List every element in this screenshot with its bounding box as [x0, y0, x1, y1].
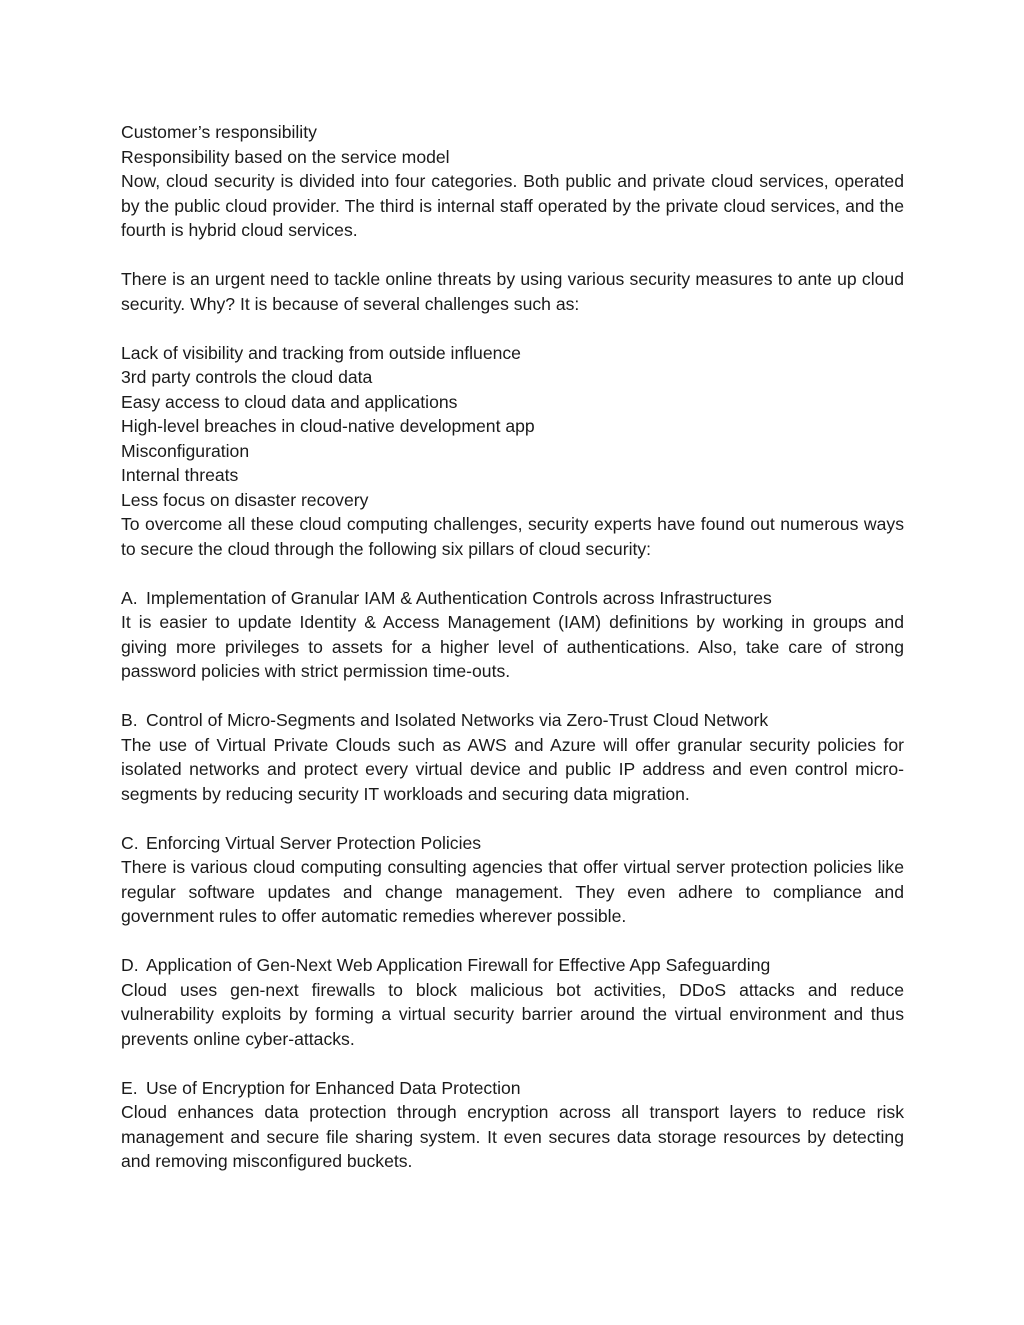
- pillar-section-a: [121, 586, 904, 684]
- pillar-title: Use of Encryption for Enhanced Data Protection: [146, 1077, 521, 1098]
- spacer: [121, 929, 904, 954]
- pillar-heading: [121, 831, 904, 856]
- overcome-paragraph: To overcome all these cloud computing challenges, security experts have found out numerous ways to secure the cloud through the following six pillars of cloud security:: [121, 514, 904, 559]
- pillar-section-d: [121, 953, 904, 1051]
- spacer: [121, 1051, 904, 1076]
- spacer: [121, 806, 904, 831]
- pillar-body: Cloud uses gen-next firewalls to block malicious bot activities, DDoS attacks and reduce vulnerability exploits by forming a virtual security barrier around the virtual environment and thus prevents online cyber-attacks.: [121, 979, 904, 1049]
- pillar-letter: E.: [121, 1077, 138, 1098]
- list-item: 3rd party controls the cloud data: [121, 367, 373, 387]
- pillar-heading: [121, 708, 904, 733]
- pillar-letter: B.: [121, 710, 138, 730]
- document-page: [121, 120, 904, 1174]
- list-item: Internal threats: [121, 465, 239, 485]
- spacer: [121, 561, 904, 586]
- pillar-letter: D.: [121, 955, 139, 975]
- pillar-title: Enforcing Virtual Server Protection Policies: [146, 832, 482, 853]
- pillar-heading: [121, 586, 904, 611]
- pillar-section-c: [121, 831, 904, 929]
- pillar-heading: [121, 953, 904, 978]
- pillar-letter: A.: [121, 587, 138, 608]
- customer-responsibility-line: Customer’s responsibility: [121, 122, 317, 142]
- list-item: Less focus on disaster recovery: [121, 489, 369, 510]
- list-item: Easy access to cloud data and applications: [121, 391, 458, 412]
- pillar-heading: [121, 1076, 904, 1101]
- service-model-line: Responsibility based on the service model: [121, 146, 450, 167]
- spacer: [121, 316, 904, 341]
- pillar-title: Implementation of Granular IAM & Authentication Controls across Infrastructures: [146, 587, 772, 608]
- list-item: Misconfiguration: [121, 440, 250, 461]
- pillar-section-e: [121, 1076, 904, 1174]
- pillar-body: Cloud enhances data protection through encryption across all transport layers to reduce risk management and secure file sharing system. It even secures data storage resources by detecting and removing misconfigured buckets.: [121, 1102, 904, 1171]
- spacer: [121, 243, 904, 268]
- categories-paragraph: Now, cloud security is divided into four categories. Both public and private cloud services, operated by the public cloud provider. The third is internal staff operated by the private cloud services, and the fourth is hybrid cloud services.: [121, 171, 904, 240]
- list-item: Lack of visibility and tracking from outside influence: [121, 342, 521, 363]
- pillar-body: It is easier to update Identity & Access Management (IAM) definitions by working in groups and giving more privileges to assets for a higher level of authentications. Also, take care of strong password policies with strict permission time-outs.: [121, 612, 904, 681]
- pillar-body: The use of Virtual Private Clouds such as AWS and Azure will offer granular security policies for isolated networks and protect every virtual device and public IP address and even control micro-segments by reducing security IT workloads and securing data migration.: [121, 734, 904, 804]
- challenges-list: [121, 341, 904, 513]
- pillar-body: There is various cloud computing consulting agencies that offer virtual server protection policies like regular software updates and change management. They even adhere to compliance and government rules to offer automatic remedies wherever possible.: [121, 857, 904, 926]
- pillar-letter: C.: [121, 832, 139, 853]
- spacer: [121, 684, 904, 709]
- pillar-title: Application of Gen-Next Web Application Firewall for Effective App Safeguarding: [146, 955, 771, 975]
- list-item: High-level breaches in cloud-native development app: [121, 416, 535, 436]
- pillar-section-b: [121, 708, 904, 806]
- pillar-title: Control of Micro-Segments and Isolated Networks via Zero-Trust Cloud Network: [146, 710, 769, 730]
- urgent-need-paragraph: There is an urgent need to tackle online threats by using various security measures to ante up cloud security. Why? It is because of several challenges such as:: [121, 269, 904, 314]
